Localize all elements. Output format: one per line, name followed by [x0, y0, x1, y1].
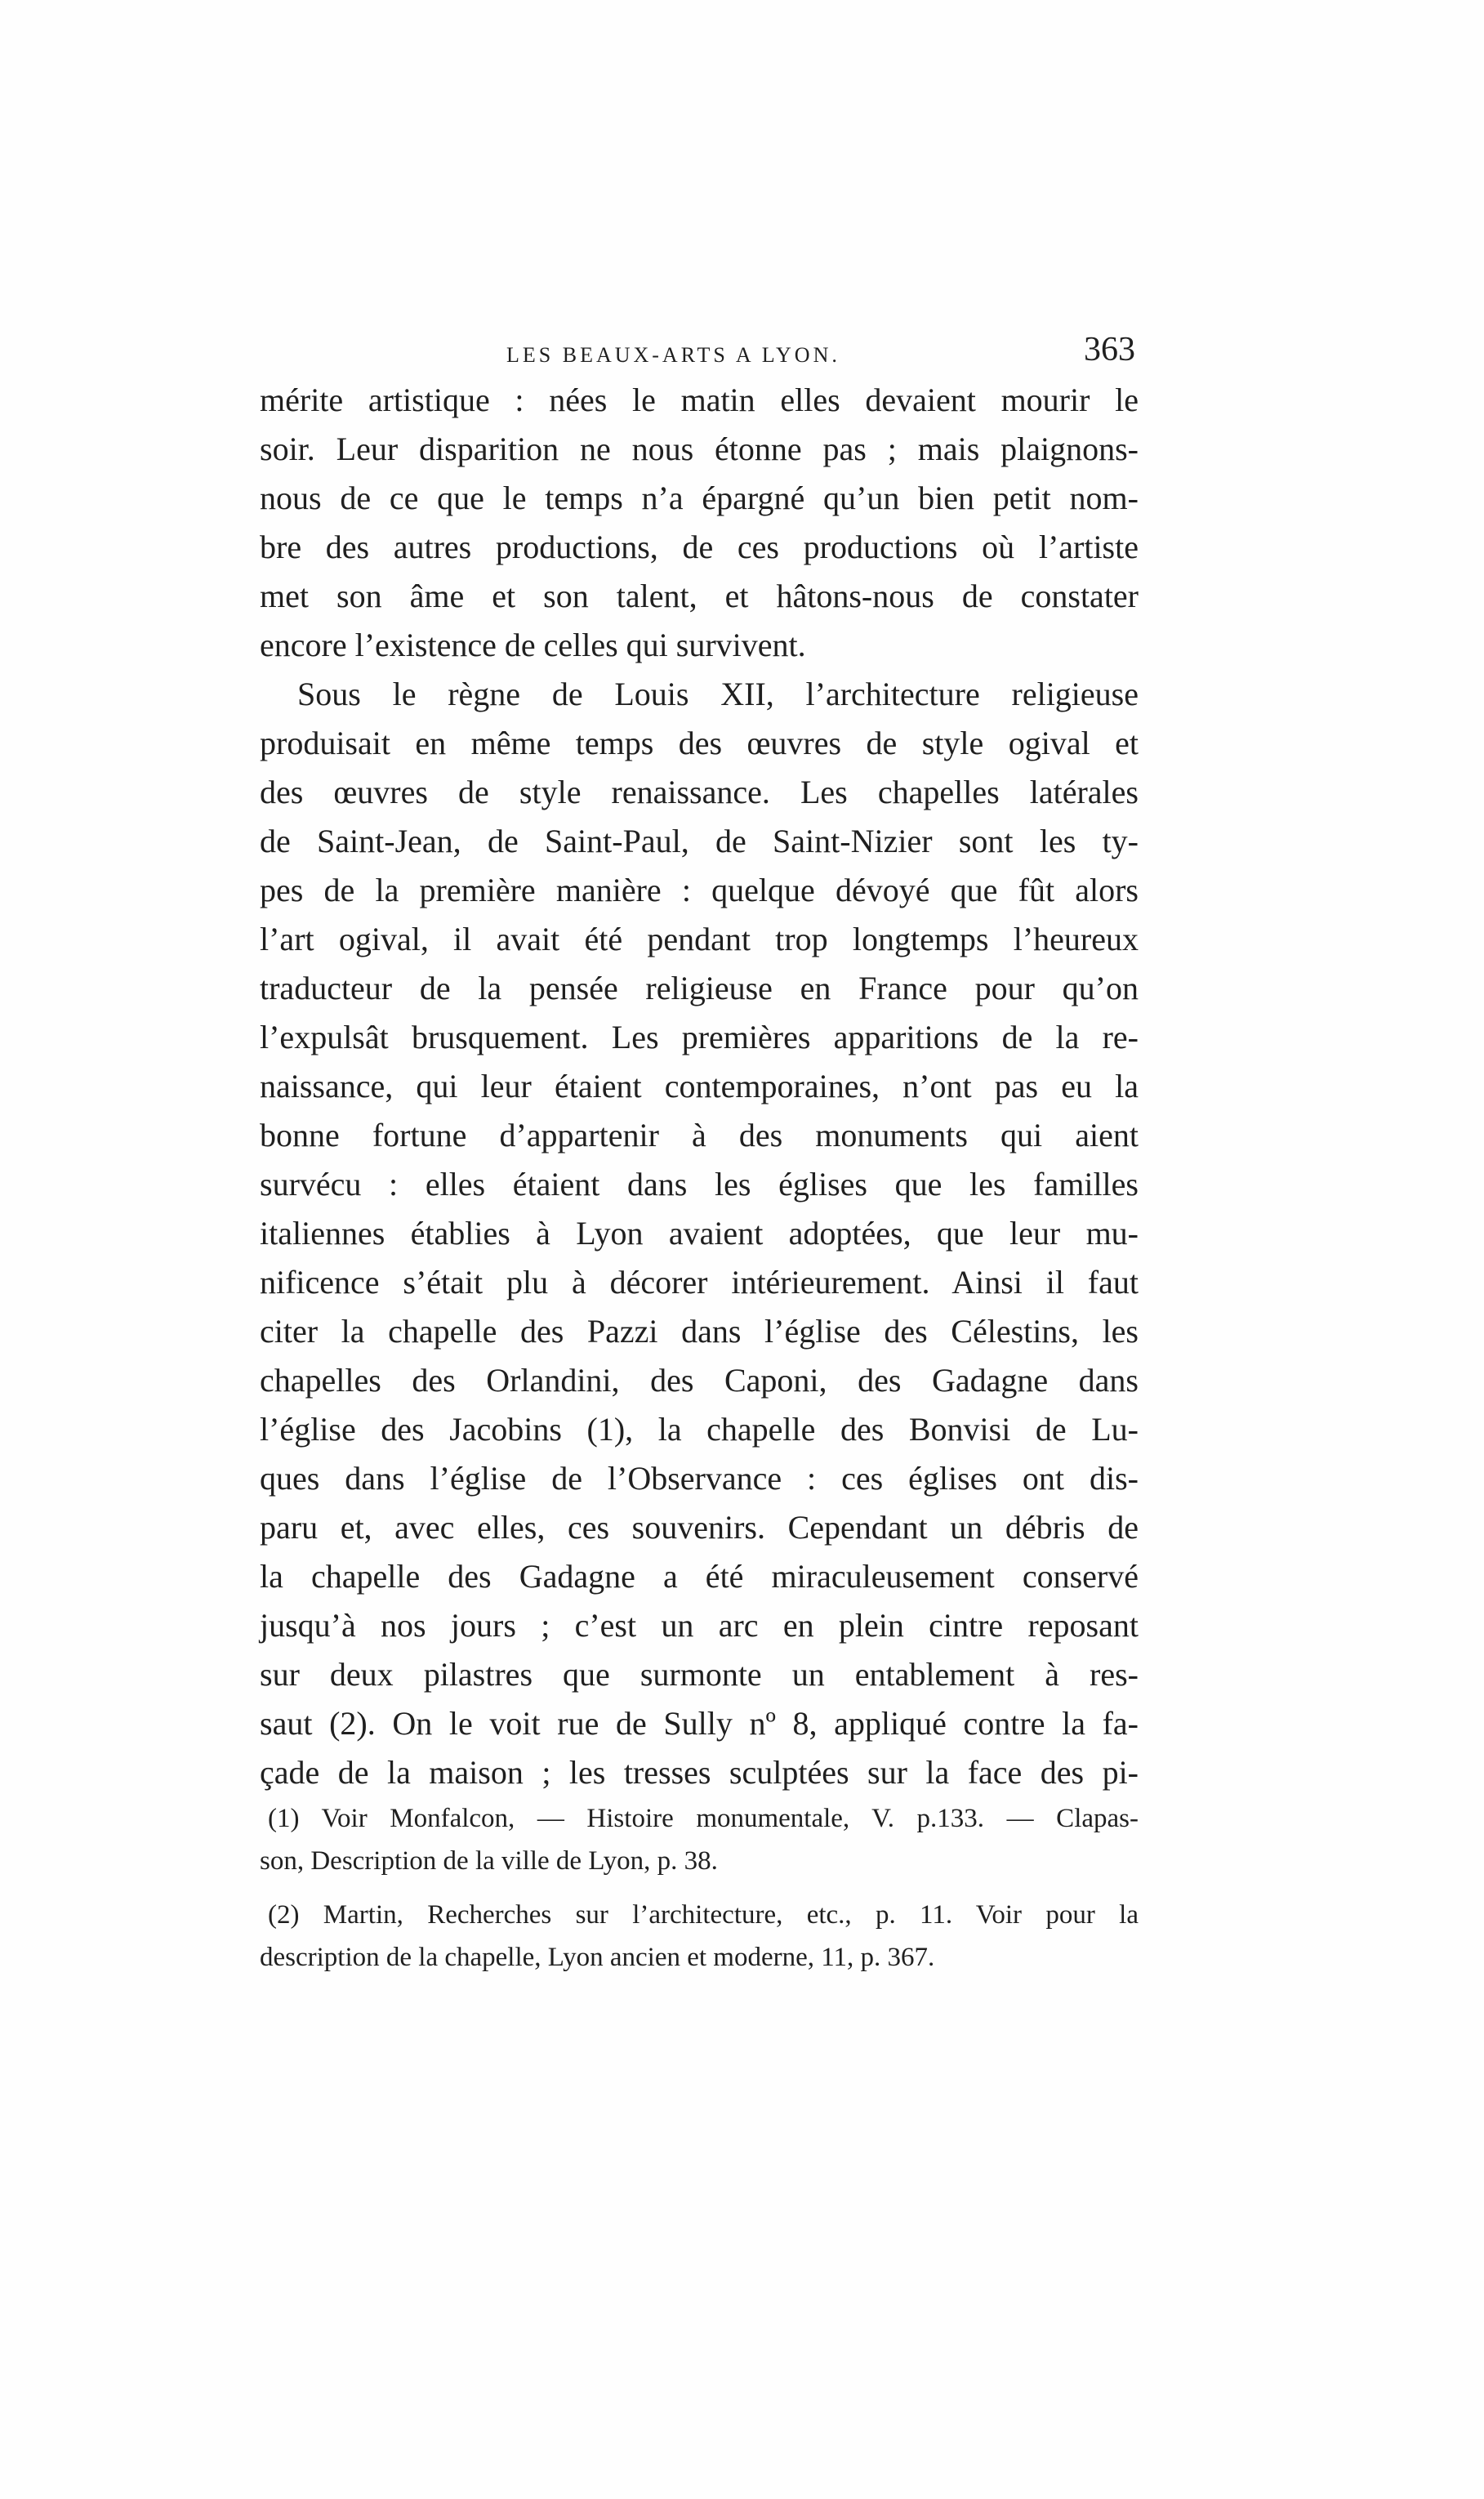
text-line: paru et, avec elles, ces souvenirs. Cependant un débris de: [260, 1509, 1139, 1546]
footnote-2-line-2: description de la chapelle, Lyon ancien et moderne, 11, p. 367.: [260, 1943, 935, 1972]
paragraph-start-line: Sous le règne de Louis XII, l’architecture religieuse: [297, 676, 1139, 712]
text-line: italiennes établies à Lyon avaient adoptées, que leur mu-: [260, 1215, 1139, 1252]
text-line: naissance, qui leur étaient contemporaines, n’ont pas eu la: [260, 1068, 1139, 1104]
page-number: 363: [1084, 331, 1135, 368]
text-line: çade de la maison ; les tresses sculptées sur la face des pi-: [260, 1754, 1139, 1791]
text-line: jusqu’à nos jours ; c’est un arc en plein cintre reposant: [260, 1607, 1139, 1644]
text-line: traducteur de la pensée religieuse en France pour qu’on: [260, 970, 1139, 1006]
text-line: l’art ogival, il avait été pendant trop longtemps l’heureux: [260, 921, 1139, 957]
text-line: mérite artistique : nées le matin elles devaient mourir le: [260, 382, 1139, 418]
text-line: l’expulsât brusquement. Les premières apparitions de la re-: [260, 1019, 1139, 1055]
text-line: l’église des Jacobins (1), la chapelle des Bonvisi de Lu-: [260, 1411, 1139, 1448]
text-line: bre des autres productions, de ces productions où l’artiste: [260, 529, 1139, 565]
text-line: citer la chapelle des Pazzi dans l’église des Célestins, les: [260, 1313, 1139, 1350]
text-line: saut (2). On le voit rue de Sully nº 8, appliqué contre la fa-: [260, 1705, 1139, 1742]
footnote-gap: [260, 1882, 1139, 1894]
body-text: [260, 376, 1139, 1797]
text-line: chapelles des Orlandini, des Caponi, des Gadagne dans: [260, 1362, 1139, 1399]
running-head: LES BEAUX-ARTS A LYON.: [506, 343, 840, 367]
text-line: la chapelle des Gadagne a été miraculeusement conservé: [260, 1558, 1139, 1595]
text-line: nificence s’était plu à décorer intérieurement. Ainsi il faut: [260, 1264, 1139, 1301]
footnote-1-line-2: son, Description de la ville de Lyon, p. 38.: [260, 1846, 718, 1876]
text-line: soir. Leur disparition ne nous étonne pas ; mais plaignons-: [260, 431, 1139, 467]
footnote-2-line-1: (2) Martin, Recherches sur l’architecture, etc., p. 11. Voir pour la: [268, 1900, 1139, 1930]
text-line: bonne fortune d’appartenir à des monuments qui aient: [260, 1117, 1139, 1154]
text-line: de Saint-Jean, de Saint-Paul, de Saint-Nizier sont les ty-: [260, 823, 1139, 859]
text-line: des œuvres de style renaissance. Les chapelles latérales: [260, 774, 1139, 810]
footnotes: [260, 1797, 1139, 1979]
text-line: produisait en même temps des œuvres de style ogival et: [260, 725, 1139, 761]
text-line: survécu : elles étaient dans les églises que les familles: [260, 1166, 1139, 1203]
text-line: met son âme et son talent, et hâtons-nous de constater: [260, 578, 1139, 614]
text-line: nous de ce que le temps n’a épargné qu’un bien petit nom-: [260, 480, 1139, 516]
text-line: ques dans l’église de l’Observance : ces églises ont dis-: [260, 1460, 1139, 1497]
text-line: encore l’existence de celles qui survivent.: [260, 627, 806, 663]
page-header: [261, 327, 1135, 376]
footnote-1-line-1: (1) Voir Monfalcon, — Histoire monumentale, V. p.133. — Clapas-: [268, 1804, 1139, 1833]
text-line: sur deux pilastres que surmonte un entablement à res-: [260, 1656, 1139, 1693]
text-line: pes de la première manière : quelque dévoyé que fût alors: [260, 872, 1139, 908]
